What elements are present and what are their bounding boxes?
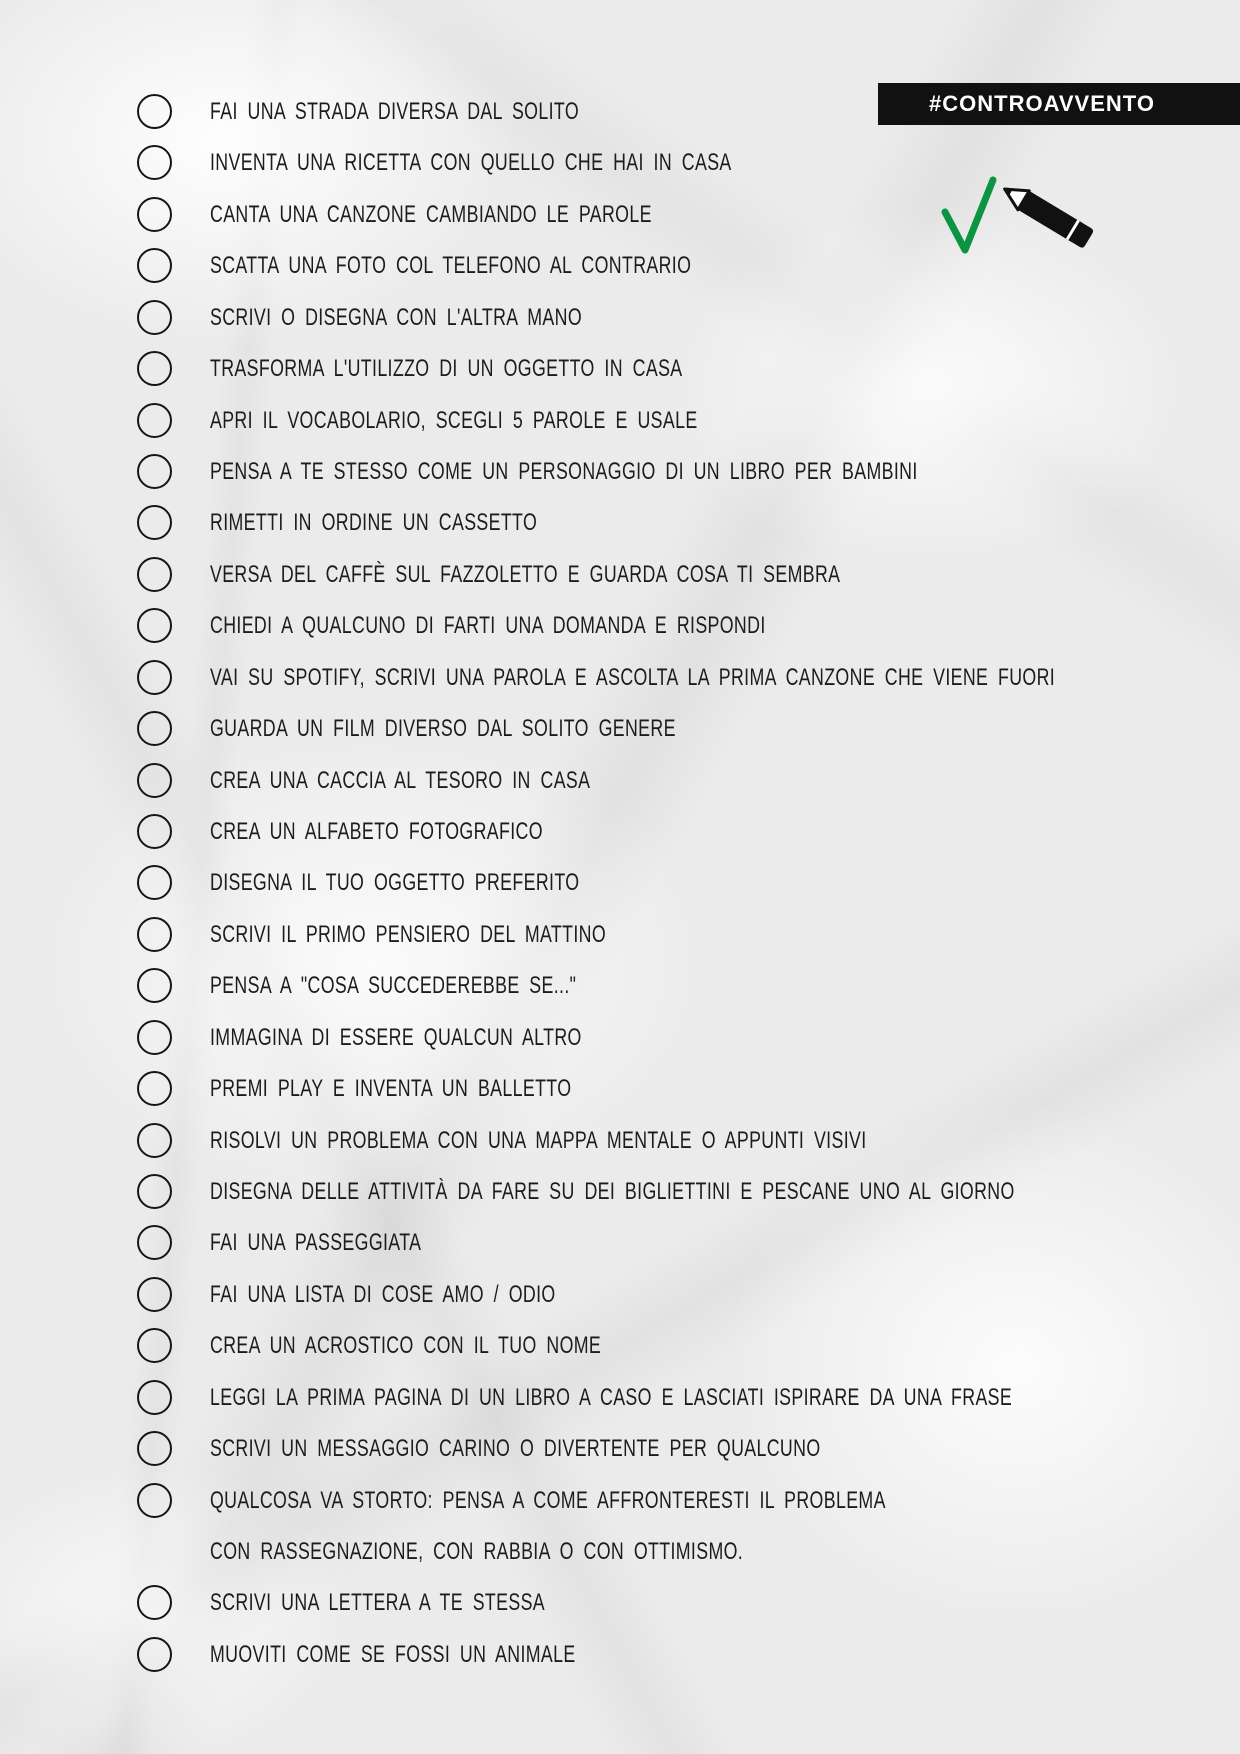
checkbox-circle[interactable] (137, 660, 172, 695)
checklist-item (0, 1328, 1240, 1379)
checklist-item (0, 505, 1240, 556)
checklist-item (0, 865, 1240, 916)
checklist-item (0, 1637, 1240, 1688)
checkbox-circle[interactable] (137, 197, 172, 232)
checkbox-circle[interactable] (137, 1483, 172, 1518)
checklist-item (0, 1225, 1240, 1276)
item-text: INVENTA UNA RICETTA CON QUELLO CHE HAI IN CASA (210, 149, 732, 177)
item-text: VERSA DEL CAFFÈ SUL FAZZOLETTO E GUARDA COSA TI SEMBRA (210, 560, 841, 588)
item-text: DISEGNA IL TUO OGGETTO PREFERITO (210, 869, 580, 897)
checkbox-circle[interactable] (137, 917, 172, 952)
item-text: VAI SU SPOTIFY, SCRIVI UNA PAROLA E ASCOLTA LA PRIMA CANZONE CHE VIENE FUORI (210, 663, 1056, 691)
checklist-item (0, 351, 1240, 402)
checklist-item (0, 557, 1240, 608)
checkbox-circle[interactable] (137, 1225, 172, 1260)
checklist-item (0, 1174, 1240, 1225)
checkbox-circle[interactable] (137, 145, 172, 180)
item-text: DISEGNA DELLE ATTIVITÀ DA FARE SU DEI BIGLIETTINI E PESCANE UNO AL GIORNO (210, 1178, 1015, 1206)
item-text: CREA UN ACROSTICO CON IL TUO NOME (210, 1332, 602, 1360)
checkbox-circle[interactable] (137, 1380, 172, 1415)
checklist-item (0, 1431, 1240, 1482)
checkbox-circle[interactable] (137, 968, 172, 1003)
item-text: SCATTA UNA FOTO COL TELEFONO AL CONTRARIO (210, 252, 692, 280)
checkbox-circle[interactable] (137, 1637, 172, 1672)
checkbox-circle[interactable] (137, 608, 172, 643)
item-text: PENSA A "COSA SUCCEDEREBBE SE..." (210, 972, 577, 1000)
item-text: MUOVITI COME SE FOSSI UN ANIMALE (210, 1640, 576, 1668)
checklist-item (0, 248, 1240, 299)
checklist-item (0, 608, 1240, 659)
checklist-item (0, 145, 1240, 196)
checklist-item (0, 1020, 1240, 1071)
item-text-continuation: CON RASSEGNAZIONE, CON RABBIA O CON OTTIMISMO. (210, 1538, 744, 1566)
checklist-item (0, 917, 1240, 968)
item-text: LEGGI LA PRIMA PAGINA DI UN LIBRO A CASO E LASCIATI ISPIRARE DA UNA FRASE (210, 1383, 1013, 1411)
item-text: SCRIVI UN MESSAGGIO CARINO O DIVERTENTE PER QUALCUNO (210, 1435, 821, 1463)
item-text: QUALCOSA VA STORTO: PENSA A COME AFFRONTERESTI IL PROBLEMA (210, 1486, 886, 1514)
checklist-item (0, 454, 1240, 505)
item-text: PENSA A TE STESSO COME UN PERSONAGGIO DI UN LIBRO PER BAMBINI (210, 458, 918, 485)
item-text: APRI IL VOCABOLARIO, SCEGLI 5 PAROLE E USALE (210, 406, 698, 434)
checkbox-circle[interactable] (137, 763, 172, 798)
item-text: RISOLVI UN PROBLEMA CON UNA MAPPA MENTALE O APPUNTI VISIVI (210, 1126, 867, 1154)
checkbox-circle[interactable] (137, 814, 172, 849)
checkbox-circle[interactable] (137, 505, 172, 540)
checklist-item (0, 1483, 1240, 1586)
item-text: FAI UNA PASSEGGIATA (210, 1229, 422, 1257)
item-text: TRASFORMA L'UTILIZZO DI UN OGGETTO IN CASA (210, 355, 683, 383)
checkbox-circle[interactable] (137, 557, 172, 592)
item-text: IMMAGINA DI ESSERE QUALCUN ALTRO (210, 1023, 582, 1051)
checklist-item (0, 1123, 1240, 1174)
checklist-item (0, 300, 1240, 351)
checkbox-circle[interactable] (137, 1123, 172, 1158)
item-text: CREA UNA CACCIA AL TESORO IN CASA (210, 766, 591, 794)
checklist-item (0, 763, 1240, 814)
item-text: CHIEDI A QUALCUNO DI FARTI UNA DOMANDA E RISPONDI (210, 612, 766, 640)
item-text: PREMI PLAY E INVENTA UN BALLETTO (210, 1075, 572, 1103)
checkbox-circle[interactable] (137, 403, 172, 438)
checkbox-circle[interactable] (137, 711, 172, 746)
checklist-item (0, 711, 1240, 762)
hashtag-text: #CONTROAVVENTO (929, 91, 1155, 116)
item-text: FAI UNA LISTA DI COSE AMO / ODIO (210, 1280, 556, 1308)
checkbox-circle[interactable] (137, 300, 172, 335)
checkbox-circle[interactable] (137, 351, 172, 386)
checkbox-circle[interactable] (137, 865, 172, 900)
checkbox-circle[interactable] (137, 248, 172, 283)
item-text: CREA UN ALFABETO FOTOGRAFICO (210, 818, 543, 846)
checklist-item (0, 968, 1240, 1019)
checklist-item (0, 197, 1240, 248)
item-text: SCRIVI O DISEGNA CON L'ALTRA MANO (210, 303, 583, 331)
checkbox-circle[interactable] (137, 1020, 172, 1055)
checklist-item (0, 1071, 1240, 1122)
item-text: SCRIVI IL PRIMO PENSIERO DEL MATTINO (210, 920, 607, 948)
checkbox-circle[interactable] (137, 454, 172, 489)
item-text: GUARDA UN FILM DIVERSO DAL SOLITO GENERE (210, 715, 676, 743)
checklist-item (0, 814, 1240, 865)
checkbox-circle[interactable] (137, 1585, 172, 1620)
checkbox-circle[interactable] (137, 1431, 172, 1466)
checklist-item (0, 1277, 1240, 1328)
checklist-item (0, 1380, 1240, 1431)
checklist-item (0, 403, 1240, 454)
checklist-item (0, 94, 1240, 145)
item-text: RIMETTI IN ORDINE UN CASSETTO (210, 509, 538, 537)
checkbox-circle[interactable] (137, 94, 172, 129)
item-text: SCRIVI UNA LETTERA A TE STESSA (210, 1589, 546, 1617)
checkbox-circle[interactable] (137, 1328, 172, 1363)
checkbox-circle[interactable] (137, 1277, 172, 1312)
checkbox-circle[interactable] (137, 1071, 172, 1106)
item-text: CANTA UNA CANZONE CAMBIANDO LE PAROLE (210, 200, 652, 228)
checklist-item (0, 660, 1240, 711)
checkbox-circle[interactable] (137, 1174, 172, 1209)
item-text: FAI UNA STRADA DIVERSA DAL SOLITO (210, 98, 580, 125)
checklist-item (0, 1585, 1240, 1636)
